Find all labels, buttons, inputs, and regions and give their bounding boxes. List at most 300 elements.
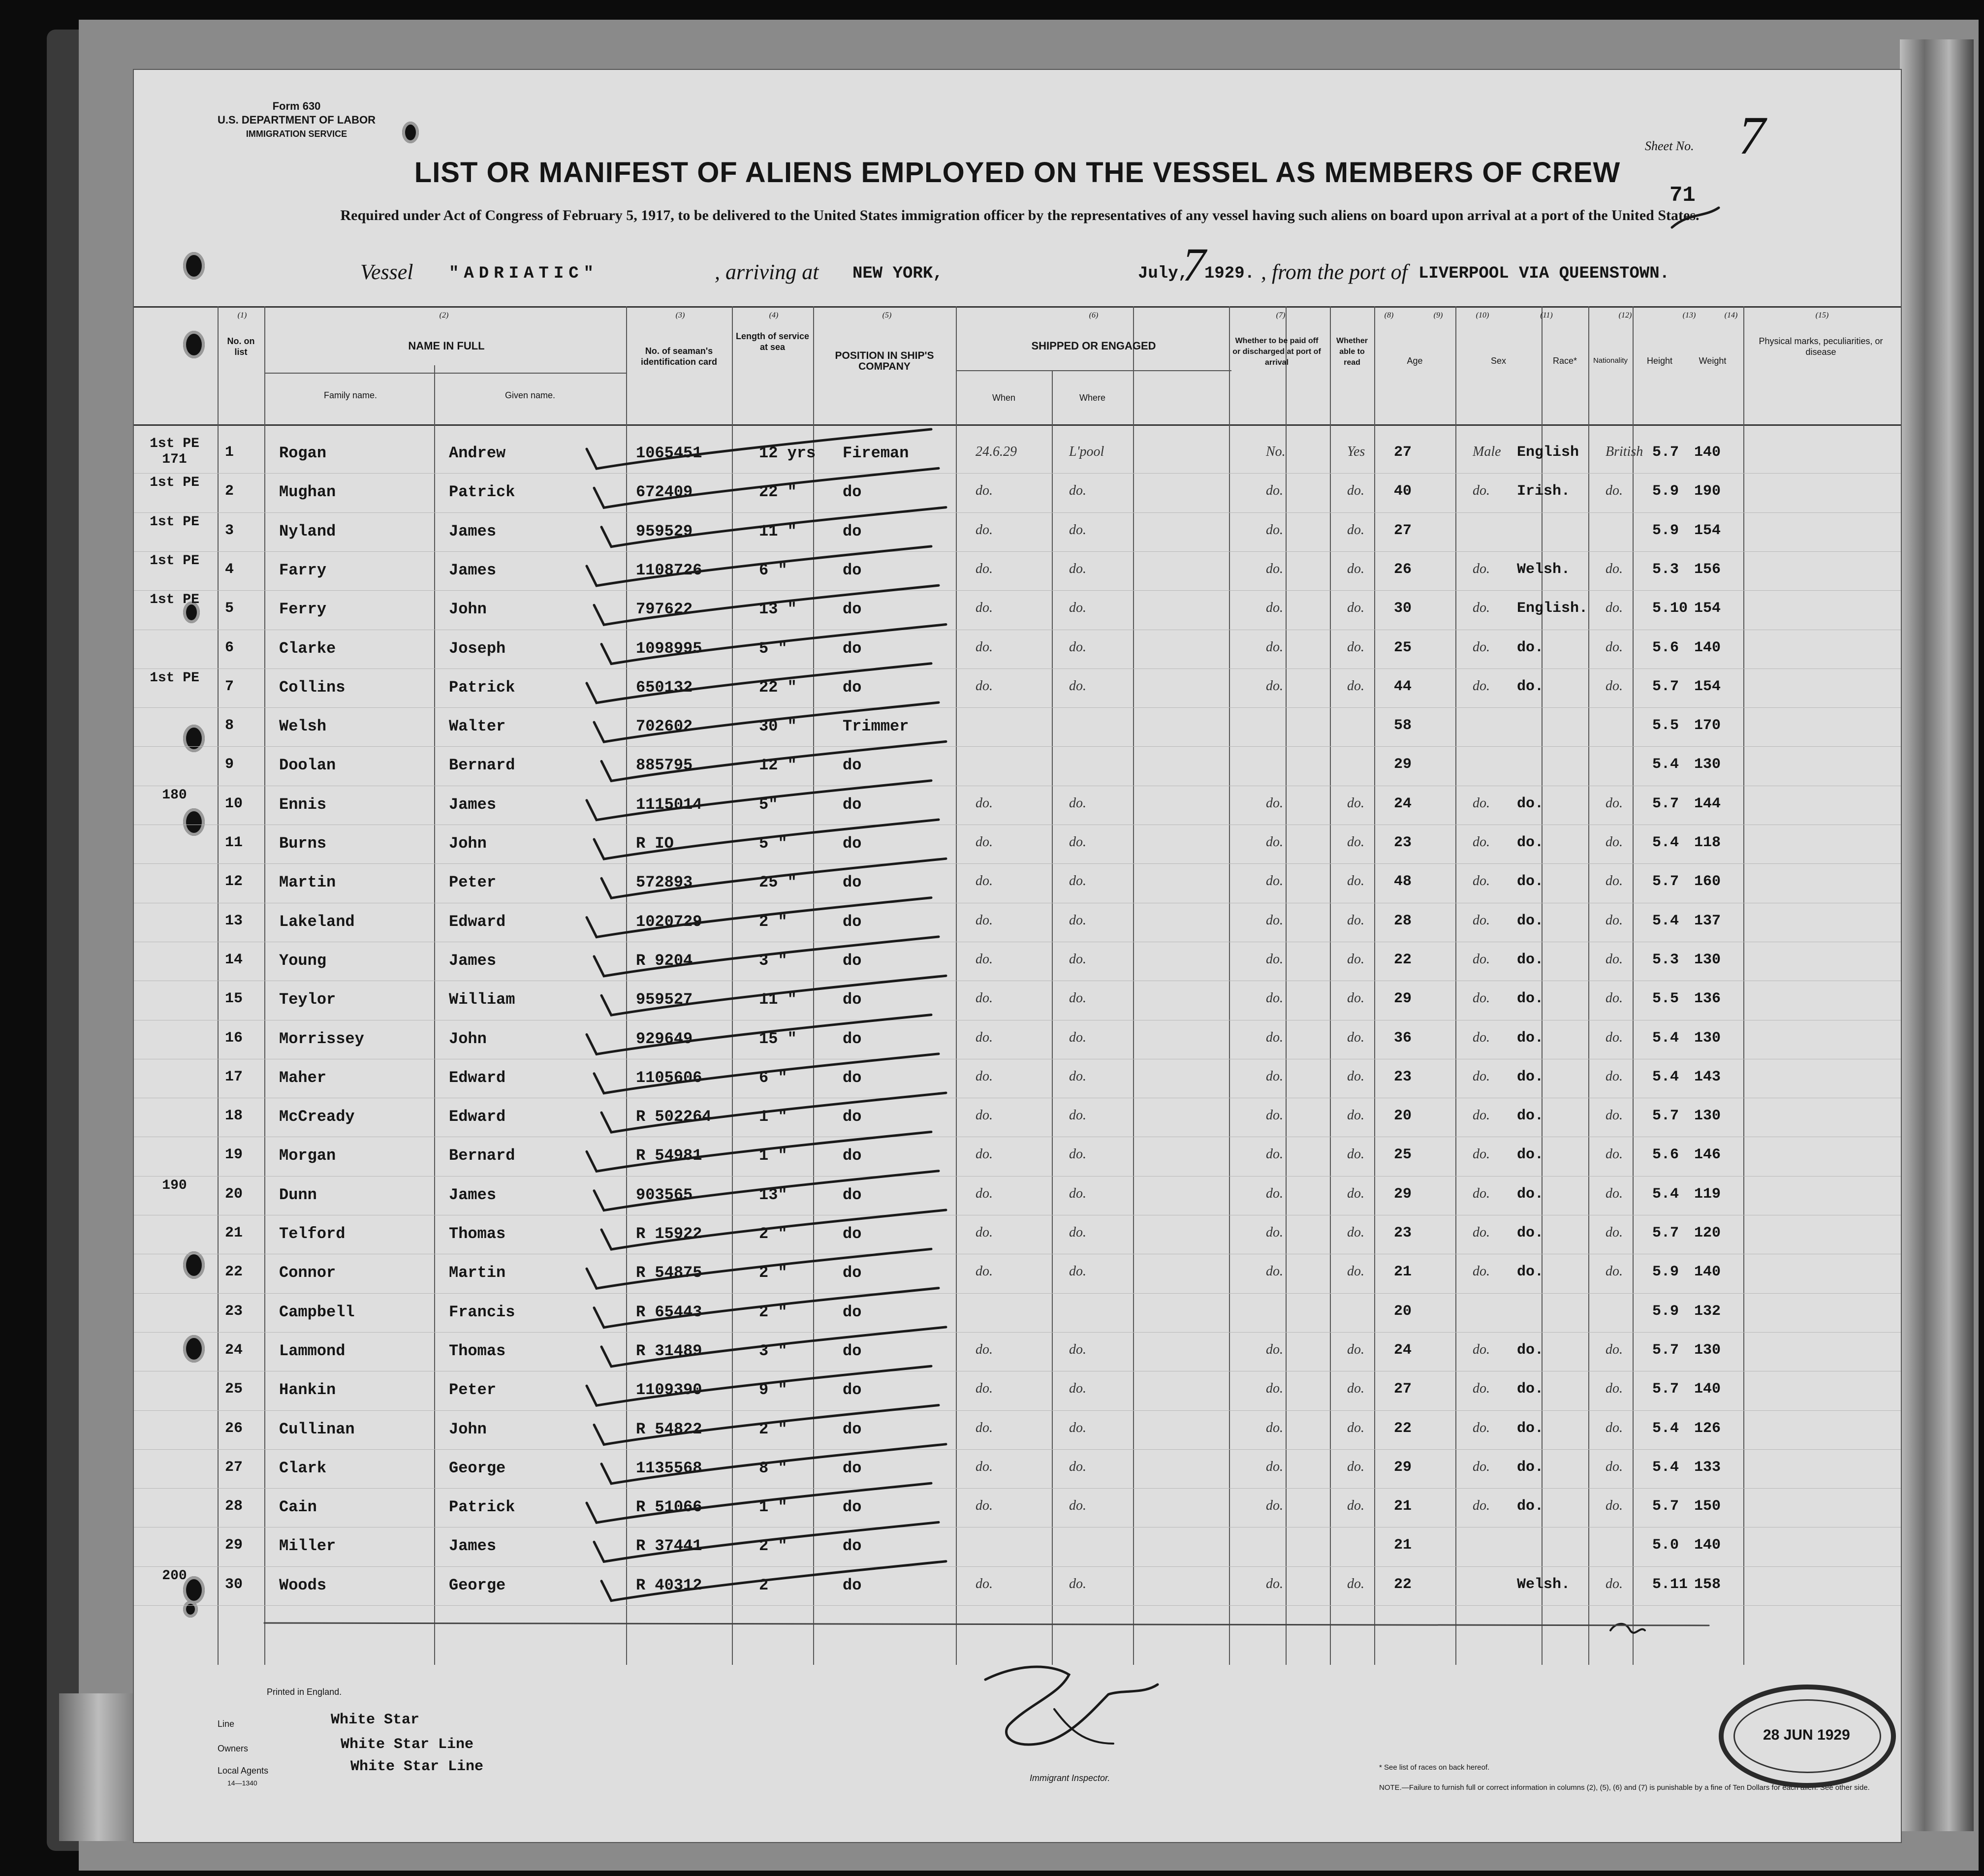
cell-height: 5.4 bbox=[1652, 834, 1679, 851]
cell-able-to-read: do. bbox=[1347, 1185, 1364, 1201]
cell-height: 5.6 bbox=[1652, 639, 1679, 656]
line-label: Line bbox=[218, 1719, 235, 1729]
cell-family-name: Farry bbox=[279, 561, 327, 579]
cell-family-name: Ferry bbox=[279, 600, 327, 619]
cell-able-to-read: do. bbox=[1347, 1459, 1364, 1474]
cell-age: 23 bbox=[1394, 1225, 1412, 1241]
cell-age: 40 bbox=[1394, 483, 1412, 500]
cell-length-service: 12 yrs bbox=[759, 444, 816, 462]
header-name-in-full: NAME IN FULL bbox=[408, 340, 485, 352]
cell-when-engaged: do. bbox=[976, 990, 993, 1006]
cell-nationality: do. bbox=[1606, 1420, 1623, 1435]
cell-height: 5.11 bbox=[1652, 1576, 1688, 1593]
cell-height: 5.7 bbox=[1652, 1498, 1679, 1515]
cell-given-name: John bbox=[449, 1029, 487, 1048]
cell-id-card: R 31489 bbox=[636, 1341, 702, 1360]
cell-row-number: 24 bbox=[225, 1341, 243, 1359]
cell-position: do bbox=[843, 1146, 862, 1165]
cell-nationality: do. bbox=[1606, 1029, 1623, 1045]
cell-position: do bbox=[843, 912, 862, 931]
cell-length-service: 6 " bbox=[759, 561, 787, 579]
cell-row-number: 30 bbox=[225, 1576, 243, 1593]
cell-race: do. bbox=[1517, 1146, 1544, 1164]
cell-position: do bbox=[843, 1185, 862, 1204]
cell-length-service: 15 " bbox=[759, 1029, 797, 1048]
cell-nationality: do. bbox=[1606, 678, 1623, 694]
cell-position: do bbox=[843, 1537, 862, 1556]
agents-label: Local Agents bbox=[218, 1766, 269, 1776]
arrival-month: July, bbox=[1138, 264, 1189, 283]
cell-height: 5.5 bbox=[1652, 990, 1679, 1008]
col-number: (14) bbox=[1724, 311, 1738, 319]
cell-weight: 132 bbox=[1694, 1303, 1721, 1320]
col-number: (7) bbox=[1276, 311, 1286, 319]
cell-when-engaged: do. bbox=[976, 639, 993, 655]
cell-weight: 170 bbox=[1694, 717, 1721, 734]
cell-where-engaged: do. bbox=[1069, 1498, 1086, 1514]
cell-race: do. bbox=[1517, 873, 1544, 890]
col-number: (9) bbox=[1433, 311, 1443, 319]
cell-row-number: 1 bbox=[225, 444, 234, 461]
form-code: 14—1340 bbox=[227, 1779, 257, 1787]
cell-height: 5.7 bbox=[1652, 1381, 1679, 1398]
header-shipped-engaged: SHIPPED OR ENGAGED bbox=[1031, 340, 1156, 352]
cell-race: do. bbox=[1517, 1108, 1544, 1125]
cell-nationality: do. bbox=[1606, 912, 1623, 928]
cell-row-number: 4 bbox=[225, 561, 234, 578]
line-value: White Star bbox=[331, 1712, 420, 1728]
cell-row-number: 27 bbox=[225, 1459, 243, 1476]
cell-where-engaged: do. bbox=[1069, 795, 1086, 811]
cell-when-engaged: do. bbox=[976, 1420, 993, 1435]
cell-weight: 190 bbox=[1694, 483, 1721, 500]
cell-weight: 154 bbox=[1694, 600, 1721, 617]
cell-able-to-read: do. bbox=[1347, 912, 1364, 928]
cell-weight: 140 bbox=[1694, 1264, 1721, 1281]
cell-family-name: Martin bbox=[279, 873, 336, 892]
sheet-no-value: 7 bbox=[1738, 105, 1765, 165]
inspector-label: Immigrant Inspector. bbox=[1030, 1773, 1110, 1783]
cell-where-engaged: do. bbox=[1069, 873, 1086, 889]
cell-height: 5.4 bbox=[1652, 1068, 1679, 1085]
header-race: Race* bbox=[1552, 356, 1577, 366]
cell-when-engaged: do. bbox=[976, 873, 993, 889]
cell-length-service: 5 " bbox=[759, 639, 787, 658]
cell-where-engaged: do. bbox=[1069, 1225, 1086, 1240]
cell-height: 5.7 bbox=[1652, 678, 1679, 695]
cell-id-card: 959527 bbox=[636, 990, 693, 1009]
cell-id-card: 903565 bbox=[636, 1185, 693, 1204]
cell-paid-off: do. bbox=[1266, 873, 1283, 889]
cell-weight: 140 bbox=[1694, 1537, 1721, 1554]
cell-height: 5.7 bbox=[1652, 1341, 1679, 1359]
cell-age: 29 bbox=[1394, 1459, 1412, 1476]
vessel-name: "ADRIATIC" bbox=[449, 264, 599, 283]
header-length-service: Length of service at sea bbox=[735, 331, 810, 352]
cell-able-to-read: do. bbox=[1347, 1068, 1364, 1084]
cell-length-service: 2 " bbox=[759, 1264, 787, 1282]
col-number: (5) bbox=[882, 311, 892, 319]
cell-when-engaged: do. bbox=[976, 678, 993, 694]
cell-row-number: 28 bbox=[225, 1498, 243, 1515]
cell-age: 21 bbox=[1394, 1537, 1412, 1554]
cell-weight: 154 bbox=[1694, 522, 1721, 539]
cell-row-number: 13 bbox=[225, 912, 243, 929]
cell-when-engaged: do. bbox=[976, 795, 993, 811]
cell-length-service: 22 " bbox=[759, 678, 797, 697]
cell-length-service: 12 " bbox=[759, 756, 797, 775]
col-number: (2) bbox=[439, 311, 449, 319]
cell-where-engaged: do. bbox=[1069, 1381, 1086, 1397]
cell-length-service: 3 " bbox=[759, 1341, 787, 1360]
cell-position: do bbox=[843, 1576, 862, 1594]
cell-weight: 130 bbox=[1694, 1341, 1721, 1359]
cell-weight: 137 bbox=[1694, 912, 1721, 929]
cell-family-name: Cain bbox=[279, 1498, 317, 1517]
cell-length-service: 6 " bbox=[759, 1068, 787, 1087]
col-number: (1) bbox=[237, 311, 247, 319]
cell-id-card: R 54981 bbox=[636, 1146, 702, 1165]
cell-row-number: 10 bbox=[225, 795, 243, 812]
cell-id-card: R 502264 bbox=[636, 1108, 712, 1126]
cell-able-to-read: do. bbox=[1347, 639, 1364, 655]
header-id-card: No. of seaman's identification card bbox=[640, 346, 718, 367]
cell-sex: do. bbox=[1473, 600, 1490, 616]
cell-weight: 140 bbox=[1694, 444, 1721, 461]
cell-when-engaged: do. bbox=[976, 522, 993, 538]
cell-position: do bbox=[843, 1341, 862, 1360]
cell-race: do. bbox=[1517, 1185, 1544, 1203]
cell-age: 23 bbox=[1394, 834, 1412, 851]
cell-when-engaged: do. bbox=[976, 1225, 993, 1240]
cell-given-name: James bbox=[449, 795, 497, 814]
cell-given-name: James bbox=[449, 522, 497, 541]
cell-race: do. bbox=[1517, 1029, 1544, 1047]
cell-position: do bbox=[843, 1381, 862, 1399]
cell-when-engaged: do. bbox=[976, 834, 993, 850]
cell-given-name: Edward bbox=[449, 912, 506, 931]
cell-where-engaged: do. bbox=[1069, 1146, 1086, 1162]
cell-nationality: do. bbox=[1606, 1498, 1623, 1514]
cell-length-service: 2 bbox=[759, 1576, 769, 1594]
cell-race: do. bbox=[1517, 990, 1544, 1008]
cell-weight: 146 bbox=[1694, 1146, 1721, 1164]
cell-able-to-read: do. bbox=[1347, 483, 1364, 499]
cell-paid-off: do. bbox=[1266, 1341, 1283, 1357]
cell-family-name: Clarke bbox=[279, 639, 336, 658]
cell-position: do bbox=[843, 483, 862, 502]
header-when: When bbox=[992, 393, 1016, 403]
cell-age: 24 bbox=[1394, 795, 1412, 812]
cell-given-name: William bbox=[449, 990, 515, 1009]
cell-length-service: 1 " bbox=[759, 1498, 787, 1517]
cell-able-to-read: Yes bbox=[1347, 444, 1365, 459]
cell-age: 29 bbox=[1394, 1185, 1412, 1203]
col-number: (6) bbox=[1089, 311, 1099, 319]
cell-when-engaged: do. bbox=[976, 951, 993, 967]
cell-where-engaged: do. bbox=[1069, 1459, 1086, 1474]
cell-age: 22 bbox=[1394, 951, 1412, 968]
header-no-on-list: No. on list bbox=[227, 336, 255, 357]
header-age: Age bbox=[1407, 356, 1423, 366]
cell-row-number: 15 bbox=[225, 990, 243, 1008]
races-note: * See list of races on back hereof. bbox=[1379, 1763, 1490, 1772]
cell-when-engaged: do. bbox=[976, 600, 993, 616]
cell-when-engaged: 24.6.29 bbox=[976, 444, 1017, 459]
cell-when-engaged: do. bbox=[976, 1341, 993, 1357]
page-subtitle: Required under Act of Congress of February 5, 1917, to be delivered to the United States immigration officer by the representatives of any vessel having such aliens on board upon arrival at a port of the United States. bbox=[340, 207, 1700, 223]
cell-sex: do. bbox=[1473, 990, 1490, 1006]
cell-given-name: Martin bbox=[449, 1264, 506, 1282]
cell-position: Trimmer bbox=[843, 717, 909, 736]
col-number: (10) bbox=[1476, 311, 1489, 319]
cell-family-name: Lammond bbox=[279, 1341, 346, 1360]
cell-age: 22 bbox=[1394, 1420, 1412, 1437]
cell-when-engaged: do. bbox=[976, 483, 993, 499]
cell-able-to-read: do. bbox=[1347, 561, 1364, 576]
cell-age: 20 bbox=[1394, 1303, 1412, 1320]
from-port-label: , from the port of bbox=[1261, 260, 1408, 284]
cell-sex: do. bbox=[1473, 1108, 1490, 1123]
cell-weight: 144 bbox=[1694, 795, 1721, 812]
cell-height: 5.4 bbox=[1652, 1029, 1679, 1047]
cell-family-name: Lakeland bbox=[279, 912, 355, 931]
col-number: (12) bbox=[1618, 311, 1632, 319]
cell-nationality: do. bbox=[1606, 951, 1623, 967]
cell-id-card: 1020729 bbox=[636, 912, 702, 931]
cell-family-name: Welsh bbox=[279, 717, 327, 736]
cell-when-engaged: do. bbox=[976, 1576, 993, 1591]
cell-paid-off: do. bbox=[1266, 483, 1283, 499]
cell-paid-off: do. bbox=[1266, 1185, 1283, 1201]
cell-sex: do. bbox=[1473, 1264, 1490, 1279]
cell-when-engaged: do. bbox=[976, 1068, 993, 1084]
cell-paid-off: do. bbox=[1266, 1459, 1283, 1474]
cell-age: 27 bbox=[1394, 1381, 1412, 1398]
cell-length-service: 2 " bbox=[759, 1420, 787, 1438]
cell-weight: 154 bbox=[1694, 678, 1721, 695]
cell-id-card: 1108726 bbox=[636, 561, 702, 579]
cell-height: 5.4 bbox=[1652, 1420, 1679, 1437]
cell-race: English bbox=[1517, 444, 1579, 461]
cell-paid-off: do. bbox=[1266, 1576, 1283, 1591]
cell-sex: do. bbox=[1473, 1498, 1490, 1514]
cell-race: do. bbox=[1517, 912, 1544, 929]
arriving-port: NEW YORK, bbox=[852, 264, 943, 283]
cell-weight: 143 bbox=[1694, 1068, 1721, 1085]
cell-position: do bbox=[843, 951, 862, 970]
cell-nationality: do. bbox=[1606, 834, 1623, 850]
cell-position: do bbox=[843, 600, 862, 619]
cell-height: 5.7 bbox=[1652, 873, 1679, 890]
cell-family-name: Connor bbox=[279, 1264, 336, 1282]
cell-able-to-read: do. bbox=[1347, 1225, 1364, 1240]
cell-length-service: 2 " bbox=[759, 1537, 787, 1556]
cell-id-card: 702602 bbox=[636, 717, 693, 736]
cell-height: 5.5 bbox=[1652, 717, 1679, 734]
cell-length-service: 5" bbox=[759, 795, 778, 814]
cell-given-name: George bbox=[449, 1576, 506, 1594]
cell-family-name: Rogan bbox=[279, 444, 327, 462]
cell-family-name: Doolan bbox=[279, 756, 336, 775]
cell-able-to-read: do. bbox=[1347, 834, 1364, 850]
cell-age: 22 bbox=[1394, 1576, 1412, 1593]
cell-nationality: do. bbox=[1606, 1225, 1623, 1240]
cell-nationality: do. bbox=[1606, 1068, 1623, 1084]
cell-given-name: Patrick bbox=[449, 483, 515, 502]
cell-id-card: 1115014 bbox=[636, 795, 702, 814]
cell-where-engaged: L'pool bbox=[1069, 444, 1104, 459]
cell-when-engaged: do. bbox=[976, 1264, 993, 1279]
cell-age: 58 bbox=[1394, 717, 1412, 734]
cell-where-engaged: do. bbox=[1069, 639, 1086, 655]
cell-age: 23 bbox=[1394, 1068, 1412, 1085]
cell-weight: 133 bbox=[1694, 1459, 1721, 1476]
cell-given-name: Patrick bbox=[449, 1498, 515, 1517]
cell-race: Welsh. bbox=[1517, 1576, 1571, 1593]
cell-height: 5.10 bbox=[1652, 600, 1688, 617]
cell-race: do. bbox=[1517, 1068, 1544, 1085]
cell-race: Irish. bbox=[1517, 483, 1571, 500]
cell-id-card: R 37441 bbox=[636, 1537, 702, 1556]
cell-race: English. bbox=[1517, 600, 1588, 617]
cell-race: do. bbox=[1517, 1459, 1544, 1476]
cell-row-number: 3 bbox=[225, 522, 234, 539]
cell-paid-off: do. bbox=[1266, 1420, 1283, 1435]
cell-nationality: do. bbox=[1606, 1108, 1623, 1123]
header-paid-off: Whether to be paid off or discharged at port of arrival bbox=[1232, 337, 1321, 367]
cell-when-engaged: do. bbox=[976, 912, 993, 928]
cell-weight: 119 bbox=[1694, 1185, 1721, 1203]
cell-weight: 130 bbox=[1694, 1108, 1721, 1125]
cell-nationality: do. bbox=[1606, 1264, 1623, 1279]
cell-paid-off: do. bbox=[1266, 639, 1283, 655]
cell-row-number: 9 bbox=[225, 756, 234, 773]
cell-mark: 1st PE 171 bbox=[150, 436, 199, 467]
cell-when-engaged: do. bbox=[976, 561, 993, 576]
cell-where-engaged: do. bbox=[1069, 1420, 1086, 1435]
header-family-name: Family name. bbox=[323, 390, 378, 400]
cell-row-number: 5 bbox=[225, 600, 234, 617]
cell-position: do bbox=[843, 1498, 862, 1517]
cell-where-engaged: do. bbox=[1069, 1068, 1086, 1084]
cell-family-name: Young bbox=[279, 951, 327, 970]
cell-able-to-read: do. bbox=[1347, 1029, 1364, 1045]
cell-given-name: Andrew bbox=[449, 444, 506, 462]
cell-id-card: 1109390 bbox=[636, 1381, 702, 1399]
cell-able-to-read: do. bbox=[1347, 951, 1364, 967]
cell-where-engaged: do. bbox=[1069, 990, 1086, 1006]
cell-age: 28 bbox=[1394, 912, 1412, 929]
cell-nationality: do. bbox=[1606, 639, 1623, 655]
cell-row-number: 14 bbox=[225, 951, 243, 968]
cell-position: do bbox=[843, 1303, 862, 1321]
cell-height: 5.0 bbox=[1652, 1537, 1679, 1554]
cell-position: do bbox=[843, 1264, 862, 1282]
sheet-no-label: Sheet No. bbox=[1645, 139, 1694, 153]
cell-when-engaged: do. bbox=[976, 1498, 993, 1514]
cell-weight: 140 bbox=[1694, 1381, 1721, 1398]
cell-position: do bbox=[843, 990, 862, 1009]
cell-given-name: John bbox=[449, 1420, 487, 1438]
vessel-label: Vessel bbox=[360, 260, 413, 284]
cell-race: do. bbox=[1517, 639, 1544, 656]
cell-where-engaged: do. bbox=[1069, 1341, 1086, 1357]
header-weight: Weight bbox=[1699, 356, 1727, 366]
from-port: LIVERPOOL VIA QUEENSTOWN. bbox=[1418, 264, 1670, 283]
cell-where-engaged: do. bbox=[1069, 1108, 1086, 1123]
cell-weight: 150 bbox=[1694, 1498, 1721, 1515]
cell-id-card: R 54875 bbox=[636, 1264, 702, 1282]
cell-height: 5.6 bbox=[1652, 1146, 1679, 1164]
cell-length-service: 3 " bbox=[759, 951, 787, 970]
cell-able-to-read: do. bbox=[1347, 1576, 1364, 1591]
cell-height: 5.4 bbox=[1652, 912, 1679, 929]
cell-nationality: do. bbox=[1606, 873, 1623, 889]
cell-mark: 190 bbox=[162, 1177, 187, 1193]
cell-mark: 1st PE bbox=[150, 670, 199, 686]
printed-in: Printed in England. bbox=[267, 1687, 342, 1697]
cell-given-name: James bbox=[449, 951, 497, 970]
cell-length-service: 11 " bbox=[759, 990, 797, 1009]
form-number: Form 630 bbox=[272, 100, 321, 112]
col-number: (4) bbox=[769, 311, 779, 319]
cell-paid-off: do. bbox=[1266, 951, 1283, 967]
cell-weight: 118 bbox=[1694, 834, 1721, 851]
cell-paid-off: do. bbox=[1266, 1029, 1283, 1045]
cell-paid-off: do. bbox=[1266, 522, 1283, 538]
cell-row-number: 16 bbox=[225, 1029, 243, 1047]
cell-id-card: R IO bbox=[636, 834, 674, 853]
cell-given-name: John bbox=[449, 834, 487, 853]
cell-family-name: Campbell bbox=[279, 1303, 355, 1321]
cell-nationality: do. bbox=[1606, 1381, 1623, 1397]
cell-family-name: Morrissey bbox=[279, 1029, 364, 1048]
cell-where-engaged: do. bbox=[1069, 600, 1086, 616]
cell-mark: 200 bbox=[162, 1568, 187, 1584]
cell-given-name: Bernard bbox=[449, 756, 515, 775]
cell-length-service: 2 " bbox=[759, 912, 787, 931]
cell-when-engaged: do. bbox=[976, 1146, 993, 1162]
cell-paid-off: do. bbox=[1266, 795, 1283, 811]
cell-id-card: 1135568 bbox=[636, 1459, 702, 1477]
cell-height: 5.7 bbox=[1652, 1225, 1679, 1241]
cell-sex: do. bbox=[1473, 1029, 1490, 1045]
cell-race: do. bbox=[1517, 1420, 1544, 1437]
cell-given-name: John bbox=[449, 600, 487, 619]
cell-sex: Male bbox=[1473, 444, 1501, 459]
cell-given-name: Thomas bbox=[449, 1341, 506, 1360]
cell-row-number: 29 bbox=[225, 1537, 243, 1554]
cell-row-number: 25 bbox=[225, 1381, 243, 1398]
cell-nationality: do. bbox=[1606, 1576, 1623, 1591]
cell-row-number: 12 bbox=[225, 873, 243, 890]
cell-position: do bbox=[843, 834, 862, 853]
cell-id-card: 1065451 bbox=[636, 444, 702, 462]
cell-family-name: Telford bbox=[279, 1225, 346, 1243]
cell-where-engaged: do. bbox=[1069, 834, 1086, 850]
cell-height: 5.7 bbox=[1652, 795, 1679, 812]
cell-id-card: R 51066 bbox=[636, 1498, 702, 1517]
cell-sex: do. bbox=[1473, 1068, 1490, 1084]
cell-given-name: Edward bbox=[449, 1068, 506, 1087]
cell-race: do. bbox=[1517, 1341, 1544, 1359]
cell-given-name: James bbox=[449, 561, 497, 579]
cell-given-name: Peter bbox=[449, 873, 497, 892]
cell-length-service: 2 " bbox=[759, 1225, 787, 1243]
header-able-to-read: Whether able to read bbox=[1336, 337, 1368, 367]
cell-height: 5.4 bbox=[1652, 756, 1679, 773]
